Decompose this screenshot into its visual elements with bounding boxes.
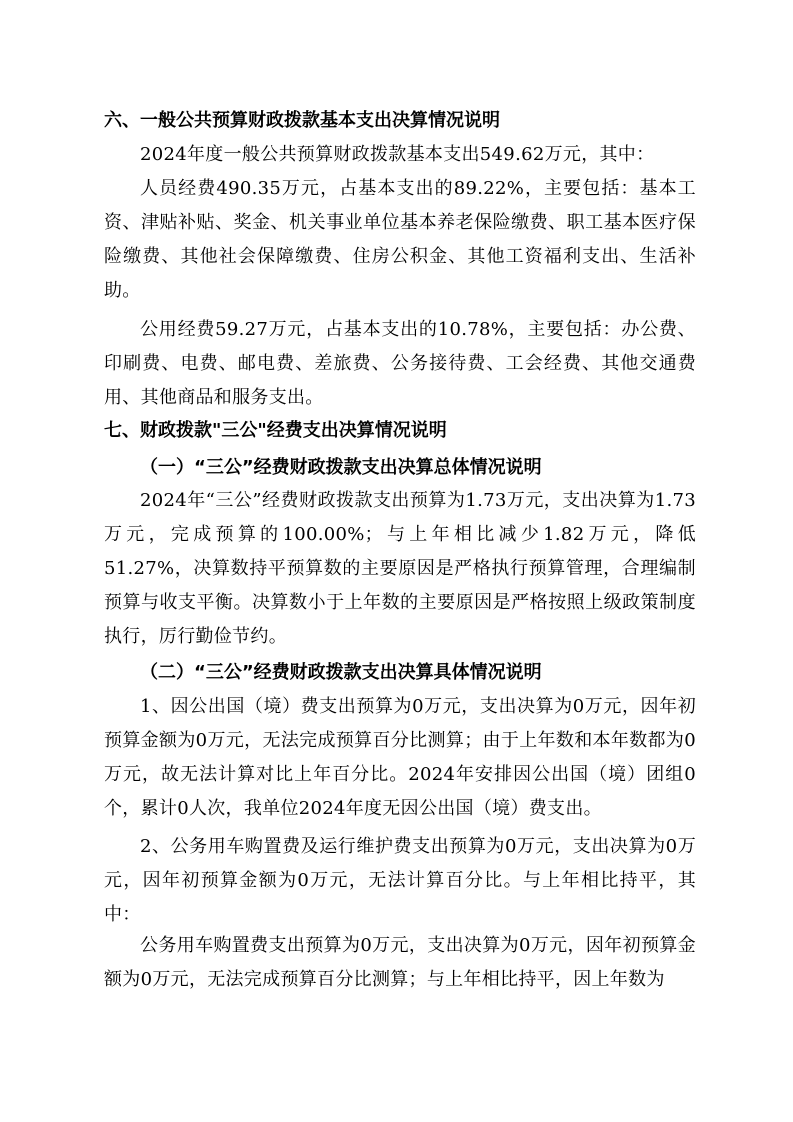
- section-7-1-heading: （一）“三公”经费财政拨款支出决算总体情况说明: [140, 457, 542, 478]
- section-6-paragraph-2: 人员经费490.35万元，占基本支出的89.22%，主要包括：基本工资、津贴补贴、奖金、机关事业单位基本养老保险缴费、职工基本医疗保险缴费、其他社会保障缴费、住房公积金、其他工资福利支出、生活补助。: [104, 178, 696, 301]
- section-7-2-paragraph-2: 2、公务用车购置费及运行维护费支出预算为0万元，支出决算为0万元，因年初预算金额为0万元，无法计算百分比。与上年相比持平，其中：: [104, 836, 696, 925]
- section-7-2-heading: （二）“三公”经费财政拨款支出决算具体情况说明: [140, 662, 542, 683]
- section-7-heading: 七、财政拨款"三公"经费支出决算情况说明: [104, 420, 447, 441]
- section-7-2-paragraph-3: 公务用车购置费支出预算为0万元，支出决算为0万元，因年初预算金额为0万元，无法完成预算百分比测算；与上年相比持平，因上年数为: [104, 935, 696, 990]
- section-6-paragraph-1: 2024年度一般公共预算财政拨款基本支出549.62万元，其中：: [140, 144, 655, 165]
- section-7-2-paragraph-1: 1、因公出国（境）费支出预算为0万元，支出决算为0万元，因年初预算金额为0万元，无法完成预算百分比测算；由于上年数和本年数都为0万元，故无法计算对比上年百分比。2024年安排因公出国（境）团组0个，累计0人次，我单位2024年度无因公出国（境）费支出。: [104, 696, 696, 819]
- section-6-paragraph-3: 公用经费59.27万元，占基本支出的10.78%，主要包括：办公费、印刷费、电费、邮电费、差旅费、公务接待费、工会经费、其他交通费用、其他商品和服务支出。: [104, 319, 696, 408]
- section-6-heading: 六、一般公共预算财政拨款基本支出决算情况说明: [104, 110, 500, 131]
- section-7-1-paragraph: 2024年“三公”经费财政拨款支出预算为1.73万元，支出决算为1.73万元，完成预算的100.00%；与上年相比减少1.82万元，降低51.27%，决算数持平预算数的主要原因是严格执行预算管理，合理编制预算与收支平衡。决算数小于上年数的主要原因是严格按照上级政策制度执行，厉行勤俭节约。: [104, 490, 696, 647]
